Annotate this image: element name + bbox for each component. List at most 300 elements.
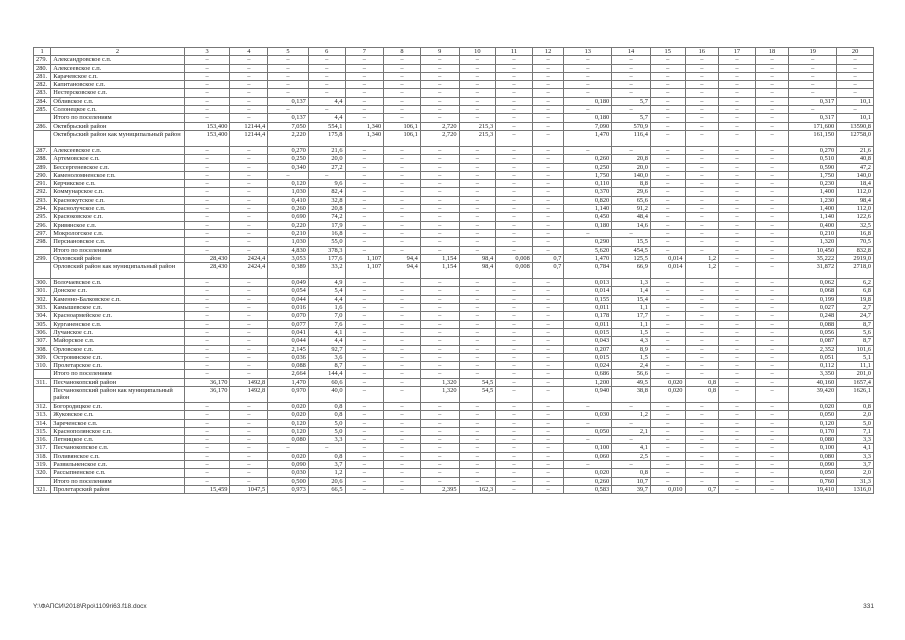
value-cell: 1,154 [420,263,459,279]
value-cell: – [459,155,496,163]
value-cell: 17,7 [612,312,651,320]
value-cell: 0,8 [308,402,345,410]
value-cell: – [496,386,533,402]
name-cell: Орловский район как муниципальный район [51,263,184,279]
name-cell: Алексеевское с.п. [51,64,184,72]
value-cell: – [685,370,719,378]
row-number-cell: 318. [34,452,51,460]
value-cell: – [532,114,564,122]
value-cell: – [384,89,421,97]
value-cell: – [345,246,384,254]
value-cell: 0,207 [564,345,612,353]
value-cell: – [345,163,384,171]
row-number-cell: 296. [34,221,51,229]
header-cell: 14 [612,48,651,56]
row-number-cell: 301. [34,287,51,295]
value-cell: – [184,419,230,427]
value-cell: – [685,452,719,460]
name-cell: Курганенское с.п. [51,320,184,328]
row-number-cell: 297. [34,229,51,237]
value-cell: 2,145 [268,345,309,353]
value-cell: – [459,213,496,221]
name-cell: Итого по поселениям [51,477,184,485]
value-cell: – [755,320,789,328]
value-cell: – [345,287,384,295]
value-cell: – [719,196,756,204]
value-cell: – [345,213,384,221]
value-cell: – [184,146,230,154]
value-cell: 0,180 [564,221,612,229]
value-cell: – [345,362,384,370]
name-cell: Волочаевское с.п. [51,279,184,287]
value-cell: – [755,345,789,353]
value-cell: – [755,196,789,204]
header-cell: 9 [420,48,459,56]
value-cell: 1492,8 [230,386,268,402]
value-cell: – [459,461,496,469]
value-cell: – [184,97,230,105]
value-cell: – [384,146,421,154]
value-cell: – [345,370,384,378]
value-cell: – [719,263,756,279]
value-cell: – [345,485,384,493]
value-cell: – [459,56,496,64]
name-cell: Итого по поселениям [51,114,184,122]
value-cell: – [308,81,345,89]
value-cell: 0,199 [789,295,837,303]
value-cell: – [789,106,837,114]
value-cell: – [184,163,230,171]
value-cell: – [459,444,496,452]
value-cell: 0,060 [564,452,612,460]
value-cell: 0,088 [789,320,837,328]
value-cell: – [420,229,459,237]
value-cell: 38,8 [612,386,651,402]
value-cell: – [719,411,756,419]
value-cell: – [685,81,719,89]
value-cell: – [459,436,496,444]
value-cell: – [184,229,230,237]
value-cell: 10,1 [837,97,874,105]
value-cell: 0,500 [268,477,309,485]
value-cell: 40,160 [789,378,837,386]
value-cell: 1492,8 [230,378,268,386]
value-cell: 21,6 [308,146,345,154]
value-cell: – [685,320,719,328]
value-cell: – [384,477,421,485]
value-cell: 4,4 [308,337,345,345]
value-cell: – [184,312,230,320]
value-cell: 0,250 [564,163,612,171]
value-cell: – [384,469,421,477]
value-cell: – [420,452,459,460]
value-cell: 0,008 [496,254,533,262]
value-cell: 20,6 [308,477,345,485]
value-cell: – [384,295,421,303]
value-cell: – [420,295,459,303]
value-cell: – [650,452,685,460]
value-cell: – [230,238,268,246]
footer-file-path: Y:\ФАПСИ\2018\Rpo\1109ri63.f18.docx [33,603,147,610]
value-cell: – [496,196,533,204]
value-cell: – [184,171,230,179]
value-cell: 0,080 [789,452,837,460]
value-cell: 0,317 [789,97,837,105]
row-number-cell: 287. [34,146,51,154]
value-cell: 0,120 [268,427,309,435]
value-cell: – [532,345,564,353]
value-cell: – [230,180,268,188]
name-cell: Карачевское с.п. [51,72,184,80]
value-cell: 125,5 [612,254,651,262]
value-cell: – [650,444,685,452]
value-cell: – [532,246,564,254]
value-cell: – [184,436,230,444]
value-cell: 1,750 [564,171,612,179]
value-cell: 0,760 [789,477,837,485]
value-cell: – [230,295,268,303]
value-cell: – [184,353,230,361]
value-cell: 5,1 [837,353,874,361]
value-cell: – [420,362,459,370]
table-row [34,436,874,444]
table-row [34,452,874,460]
value-cell: – [384,188,421,196]
value-cell: 0,070 [268,312,309,320]
value-cell: 10,7 [612,477,651,485]
value-cell: 4,9 [308,279,345,287]
value-cell: – [650,461,685,469]
value-cell: – [496,89,533,97]
value-cell: – [384,345,421,353]
value-cell: 0,044 [268,337,309,345]
value-cell: – [230,155,268,163]
value-cell: – [496,427,533,435]
value-cell: – [685,155,719,163]
value-cell: – [755,295,789,303]
value-cell: – [496,106,533,114]
value-cell: 66,5 [308,485,345,493]
value-cell: 5,0 [308,419,345,427]
value-cell: – [532,279,564,287]
value-cell: 0,7 [532,254,564,262]
value-cell: 0,260 [268,205,309,213]
value-cell: 15,5 [612,238,651,246]
value-cell: – [837,72,874,80]
value-cell: 1,2 [612,411,651,419]
value-cell: 0,178 [564,312,612,320]
value-cell: 1,200 [564,378,612,386]
name-cell: Керчикское с.п. [51,180,184,188]
value-cell: 20,0 [612,163,651,171]
value-cell: – [496,64,533,72]
value-cell: – [420,106,459,114]
value-cell: – [230,246,268,254]
name-cell: Алексеевское с.п. [51,146,184,154]
value-cell: 0,155 [564,295,612,303]
value-cell: 47,2 [837,163,874,171]
name-cell: Рассыпненское с.п. [51,469,184,477]
value-cell: – [719,163,756,171]
value-cell: 16,8 [837,229,874,237]
value-cell: – [612,72,651,80]
value-cell: – [685,287,719,295]
table-row [34,188,874,196]
value-cell: – [420,213,459,221]
header-cell: 2 [51,48,184,56]
value-cell: – [459,196,496,204]
value-cell: – [230,146,268,154]
value-cell: – [564,64,612,72]
value-cell: 2,664 [268,370,309,378]
value-cell: – [384,362,421,370]
value-cell: – [755,469,789,477]
table-row [34,114,874,122]
row-number-cell: 321. [34,485,51,493]
name-cell: Орловский район [51,254,184,262]
table-row [34,461,874,469]
value-cell: – [268,106,309,114]
value-cell: 1047,5 [230,485,268,493]
value-cell: – [308,64,345,72]
value-cell: – [420,427,459,435]
value-cell: – [459,362,496,370]
value-cell: – [719,254,756,262]
value-cell: – [230,72,268,80]
value-cell: – [459,419,496,427]
value-cell: – [384,171,421,179]
value-cell: – [685,122,719,130]
header-cell: 11 [496,48,533,56]
value-cell: – [755,263,789,279]
value-cell: 0,062 [789,279,837,287]
value-cell: – [564,461,612,469]
value-cell: – [719,238,756,246]
table-row [34,155,874,163]
value-cell: – [230,452,268,460]
value-cell: – [532,320,564,328]
value-cell: – [308,106,345,114]
value-cell: – [459,89,496,97]
value-cell: – [496,345,533,353]
table-row [34,205,874,213]
row-number-cell: 310. [34,362,51,370]
name-cell: Жуковское с.п. [51,411,184,419]
value-cell: – [650,477,685,485]
value-cell: – [384,370,421,378]
value-cell: 5,0 [308,427,345,435]
value-cell: 7,6 [308,320,345,328]
row-number-cell: 292. [34,188,51,196]
value-cell: – [685,56,719,64]
value-cell: – [459,188,496,196]
value-cell: 0,248 [789,312,837,320]
value-cell: – [459,320,496,328]
value-cell: – [650,411,685,419]
value-cell: 0,030 [268,469,309,477]
value-cell: – [230,362,268,370]
value-cell: – [420,64,459,72]
value-cell: 171,600 [789,122,837,130]
value-cell: – [650,229,685,237]
value-cell: 2,352 [789,345,837,353]
table-row [34,130,874,146]
value-cell: 39,7 [612,485,651,493]
value-cell: 112,0 [837,188,874,196]
value-cell: – [650,81,685,89]
value-cell: – [184,106,230,114]
value-cell: – [789,56,837,64]
value-cell: – [184,320,230,328]
table-row [34,106,874,114]
value-cell: – [719,402,756,410]
value-cell: – [308,56,345,64]
value-cell: – [384,427,421,435]
value-cell: – [496,146,533,154]
value-cell: – [384,114,421,122]
value-cell: 21,6 [837,146,874,154]
table-row [34,246,874,254]
value-cell: – [230,221,268,229]
value-cell: 12144,4 [230,122,268,130]
value-cell: – [384,72,421,80]
value-cell: – [230,427,268,435]
value-cell: – [420,196,459,204]
value-cell: – [612,146,651,154]
value-cell: – [532,122,564,130]
value-cell: 65,6 [612,196,651,204]
value-cell: 1,1 [612,320,651,328]
value-cell: – [230,469,268,477]
value-cell: – [184,81,230,89]
value-cell: 0,180 [564,114,612,122]
value-cell: 0,510 [789,155,837,163]
value-cell: 39,420 [789,386,837,402]
value-cell: – [532,477,564,485]
value-cell: 0,400 [789,221,837,229]
value-cell: – [459,402,496,410]
value-cell: – [459,221,496,229]
table-row [34,477,874,485]
value-cell: – [685,362,719,370]
value-cell: 0,049 [268,279,309,287]
value-cell: 1,320 [789,238,837,246]
value-cell: – [719,221,756,229]
value-cell: – [755,287,789,295]
name-cell: Кривянское с.п. [51,221,184,229]
value-cell: – [685,130,719,146]
value-cell: – [612,402,651,410]
value-cell: 153,400 [184,122,230,130]
value-cell: – [685,461,719,469]
value-cell: 0,137 [268,97,309,105]
value-cell: 0,051 [789,353,837,361]
value-cell: – [564,72,612,80]
value-cell: – [685,72,719,80]
value-cell: – [564,402,612,410]
value-cell: – [532,378,564,386]
table-row [34,229,874,237]
name-cell: Коммунарское с.п. [51,188,184,196]
value-cell: – [420,477,459,485]
value-cell: – [685,419,719,427]
value-cell: 0,450 [564,213,612,221]
value-cell: – [496,320,533,328]
value-cell: – [384,452,421,460]
table-row [34,444,874,452]
value-cell: 0,270 [268,146,309,154]
value-cell: – [612,436,651,444]
value-cell: 7,050 [268,122,309,130]
value-cell: – [496,370,533,378]
value-cell: – [496,477,533,485]
value-cell: – [685,106,719,114]
value-cell: – [345,402,384,410]
value-cell: – [345,295,384,303]
value-cell: – [650,188,685,196]
value-cell: – [420,444,459,452]
table-row [34,411,874,419]
value-cell: – [532,106,564,114]
value-cell: – [384,238,421,246]
value-cell: – [755,205,789,213]
value-cell: – [345,469,384,477]
value-cell: – [184,328,230,336]
row-number-cell: 284. [34,97,51,105]
value-cell: – [230,402,268,410]
value-cell: 0,020 [268,452,309,460]
value-cell: – [532,221,564,229]
value-cell: 0,820 [564,196,612,204]
value-cell: – [268,171,309,179]
value-cell: 31,872 [789,263,837,279]
value-cell: – [685,427,719,435]
value-cell: – [496,213,533,221]
value-cell: – [184,287,230,295]
value-cell: 0,043 [564,337,612,345]
row-number-cell: 319. [34,461,51,469]
value-cell: 13590,8 [837,122,874,130]
value-cell: 0,014 [650,263,685,279]
value-cell: – [459,72,496,80]
value-cell: – [184,180,230,188]
value-cell: – [496,419,533,427]
value-cell: – [532,229,564,237]
value-cell: 0,015 [564,328,612,336]
value-cell: – [184,444,230,452]
value-cell: – [719,427,756,435]
value-cell: 2,0 [837,411,874,419]
value-cell: – [384,485,421,493]
value-cell: 0,260 [564,155,612,163]
value-cell: – [719,345,756,353]
value-cell: – [345,97,384,105]
name-cell: Александровское с.п. [51,56,184,64]
value-cell: – [685,345,719,353]
value-cell: – [230,114,268,122]
value-cell: – [496,130,533,146]
value-cell: – [532,180,564,188]
row-number-cell: 285. [34,106,51,114]
value-cell: 28,430 [184,263,230,279]
value-cell: 1,340 [345,122,384,130]
value-cell: 2,7 [837,304,874,312]
value-cell: 0,044 [268,295,309,303]
value-cell: – [420,320,459,328]
value-cell: – [685,213,719,221]
table-row [34,171,874,179]
value-cell: 8,9 [612,345,651,353]
